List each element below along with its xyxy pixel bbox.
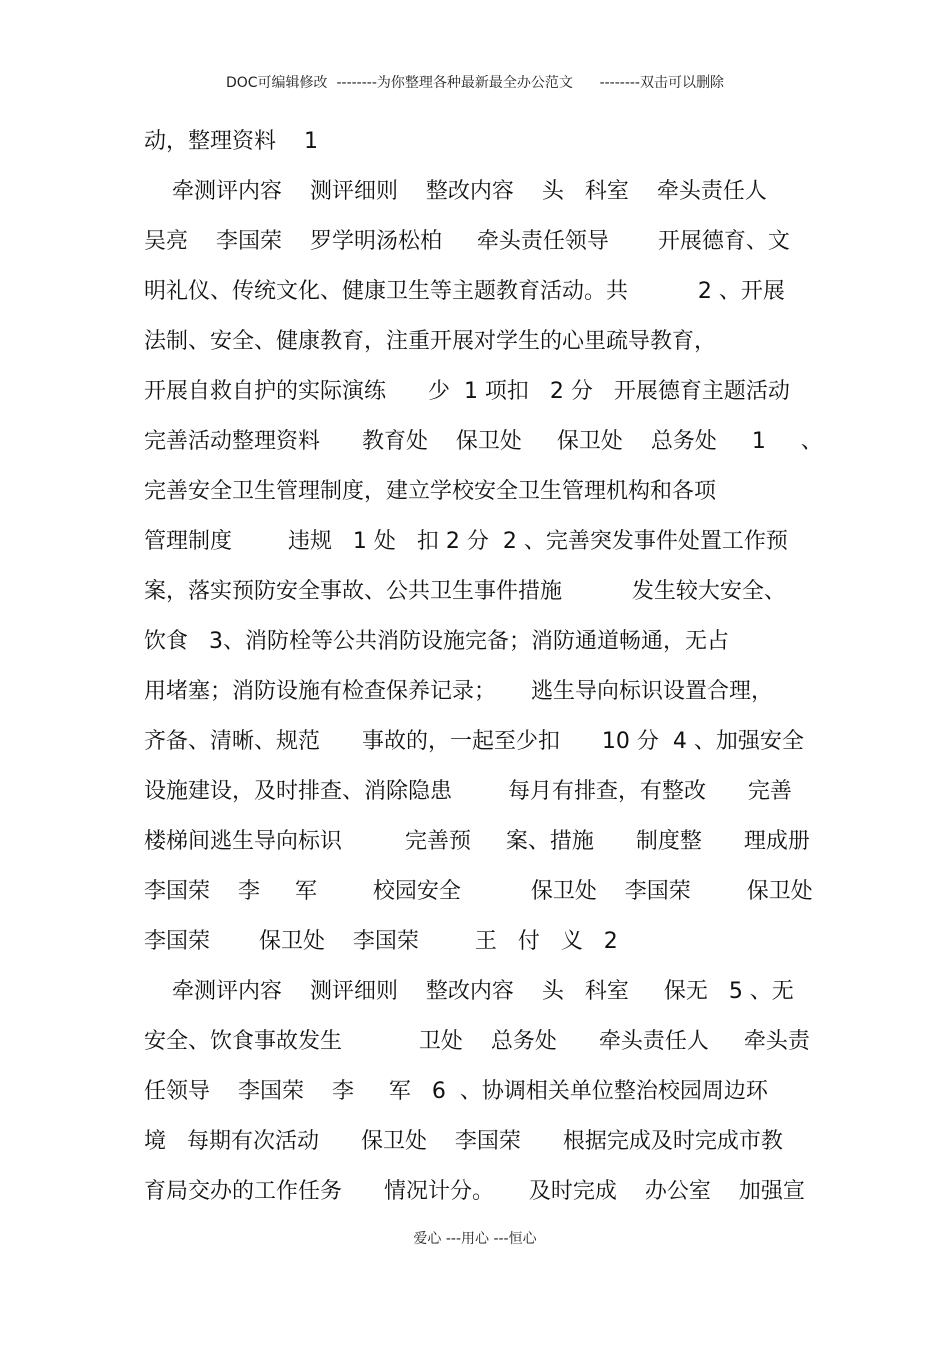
text-line: 明礼仪、传统文化、健康卫生等主题教育活动。共 2 、开展 <box>144 279 785 304</box>
text-line: 完善安全卫生管理制度，建立学校安全卫生管理机构和各项 <box>144 479 717 504</box>
text-line: 饮食 3、消防栓等公共消防设施完备；消防通道畅通，无占 <box>144 629 729 654</box>
text-line: 李国荣 李 军 校园安全 保卫处 李国荣 保卫处 <box>144 879 813 904</box>
text-line: 李国荣 保卫处 李国荣 王 付 义 2 <box>144 929 618 954</box>
text-line: 育局交办的工作任务 情况计分。 及时完成 办公室 加强宣 <box>144 1179 805 1204</box>
text-line: 楼梯间逃生导向标识 完善预 案、措施 制度整 理成册 <box>144 829 810 854</box>
page-footer: 爱心 ---用心 ---恒心 <box>413 1231 537 1247</box>
text-line: 任领导 李国荣 李 军 6 、协调相关单位整治校园周边环 <box>144 1079 768 1104</box>
text-line: 牵测评内容 测评细则 整改内容 头 科室 牵头责任人 <box>144 179 767 204</box>
text-line: 管理制度 违规 1 处 扣 2 分 2 、完善突发事件处置工作预 <box>144 529 788 554</box>
text-line: 动，整理资料 1 <box>144 129 318 154</box>
text-line: 吴亮 李国荣 罗学明汤松柏 牵头责任领导 开展德育、文 <box>144 229 790 254</box>
document-body <box>144 125 824 1225</box>
text-line: 安全、饮食事故发生 卫处 总务处 牵头责任人 牵头责 <box>144 1029 810 1054</box>
page-header: DOC可编辑修改 --------为你整理各种最新最全办公范文 --------双击可以删除 <box>225 75 724 91</box>
text-line: 齐备、清晰、规范 事故的，一起至少扣 10 分 4 、加强安全 <box>144 729 804 754</box>
text-line: 完善活动整理资料 教育处 保卫处 保卫处 总务处 1 、 <box>144 429 823 454</box>
text-line: 案，落实预防安全事故、公共卫生事件措施 发生较大安全、 <box>144 579 786 604</box>
text-line: 境 每期有次活动 保卫处 李国荣 根据完成及时完成市教 <box>144 1129 783 1154</box>
text-line: 用堵塞；消防设施有检查保养记录； 逃生导向标识设置合理， <box>144 679 773 704</box>
text-line: 开展自救自护的实际演练 少 1 项扣 2 分 开展德育主题活动 <box>144 379 790 404</box>
text-line: 牵测评内容 测评细则 整改内容 头 科室 保无 5 、无 <box>144 979 794 1004</box>
text-line: 设施建设，及时排查、消除隐患 每月有排查，有整改 完善 <box>144 779 792 804</box>
text-line: 法制、安全、健康教育，注重开展对学生的心里疏导教育， <box>144 329 717 354</box>
